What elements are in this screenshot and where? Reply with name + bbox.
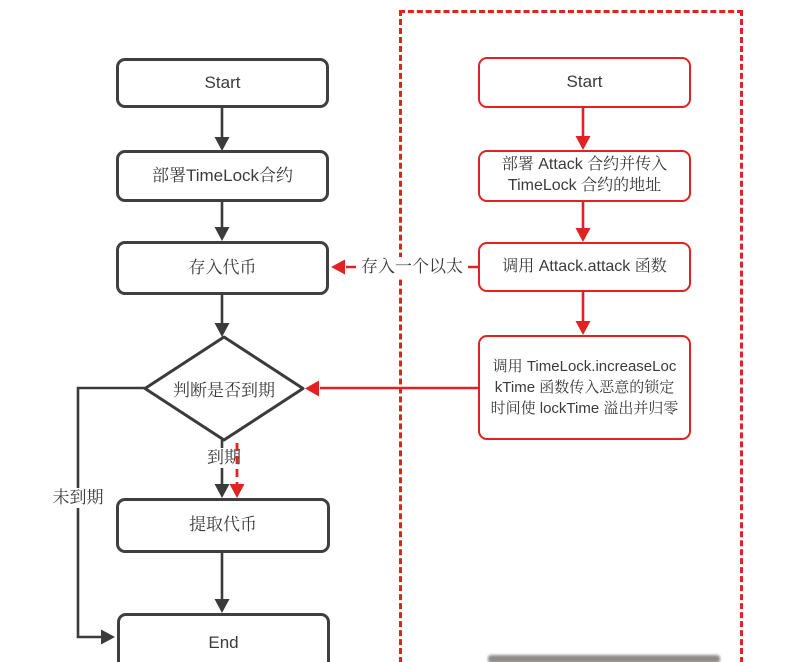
edge-label-deposit-one-ether [356, 257, 468, 277]
deposit-one-ether-text: 存入一个以太 [361, 257, 463, 276]
node-start [116, 58, 329, 108]
node-attack-start-label: Start [566, 72, 603, 92]
node-deploy-attack-label: 部署 Attack 合约并传入 TimeLock 合约的地址 [501, 156, 668, 194]
arrowhead-icon [215, 599, 230, 613]
node-end [117, 613, 330, 662]
arrowhead-icon [305, 381, 319, 397]
expired-text: 到期 [207, 448, 241, 467]
node-attack-call [478, 242, 691, 292]
arrowhead-icon [331, 260, 345, 275]
partially-visible-element [488, 655, 720, 662]
edge-label-not-expired [51, 488, 105, 508]
arrowhead-icon [215, 484, 230, 498]
not-expired-text: 未到期 [52, 488, 104, 507]
node-start-label: Start [204, 72, 241, 92]
arrowhead-icon [576, 136, 591, 150]
arrowhead-icon [215, 323, 230, 337]
arrowhead-icon [576, 321, 591, 335]
node-deposit-token-label: 存入代币 [188, 257, 257, 277]
arrowhead-icon [576, 228, 591, 242]
node-withdraw-token-label: 提取代币 [189, 515, 257, 535]
node-deploy-attack [478, 150, 691, 202]
node-decision-label [154, 377, 294, 400]
arrowhead-icon [101, 630, 115, 645]
arrowhead-icon [215, 137, 230, 151]
decision-text: 判断是否到期 [173, 381, 275, 400]
node-overflow-label: 调用 TimeLock.increaseLockTime 函数传入恶意的锁定时间使 lockTime 溢出并归零 [490, 358, 679, 417]
node-withdraw-token [116, 498, 330, 553]
node-attack-call-label: 调用 Attack.attack 函数 [502, 257, 667, 275]
node-attack-start [478, 57, 691, 108]
node-deposit-token [116, 241, 329, 295]
node-deploy-timelock-label: 部署TimeLock合约 [151, 165, 294, 185]
node-deploy-timelock [116, 150, 329, 202]
arrowhead-icon [215, 227, 230, 241]
node-end-label: End [208, 632, 239, 652]
node-overflow [478, 335, 691, 440]
edge-label-expired [204, 448, 244, 468]
